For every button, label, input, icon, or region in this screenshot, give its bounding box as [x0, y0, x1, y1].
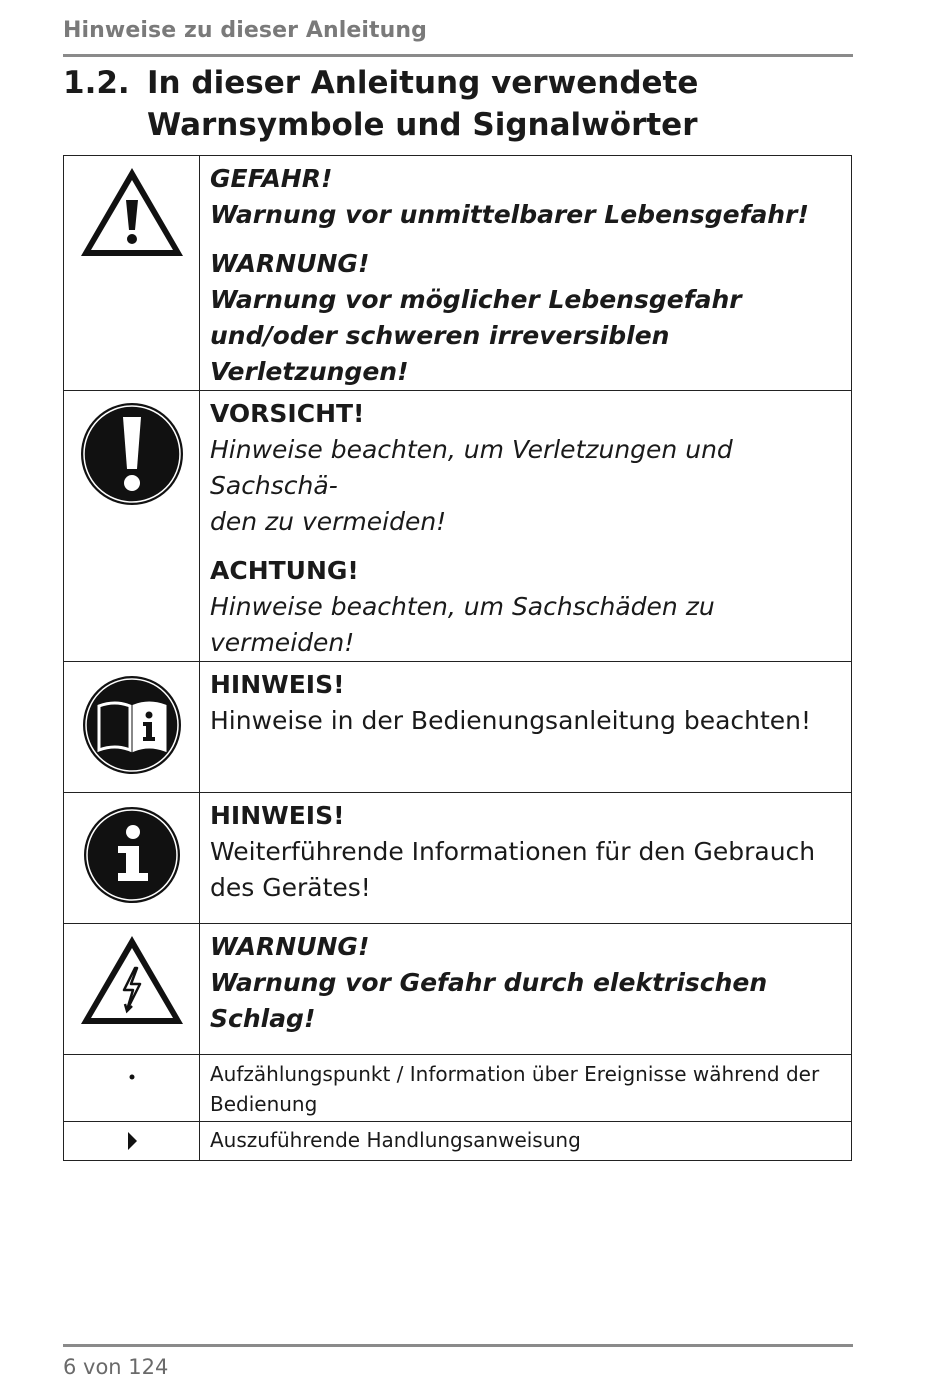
- signal-word: VORSICHT!: [210, 399, 365, 428]
- action-arrow-icon: [122, 1129, 142, 1153]
- exclamation-circle-icon: [79, 401, 185, 507]
- text-cell: [200, 924, 852, 1055]
- signal-description: Hinweise in der Bedienungsanleitung beachten!: [210, 706, 812, 735]
- signal-word: WARNUNG!: [210, 932, 370, 961]
- info-circle-icon: [82, 805, 182, 905]
- signal-description: Hinweise beachten, um Sachschäden zu vermeiden!: [210, 592, 715, 657]
- electric-shock-triangle-icon: [77, 932, 187, 1028]
- warning-triangle-exclamation-icon: [77, 164, 187, 260]
- signal-description-line: den zu vermeiden!: [210, 507, 447, 536]
- icon-cell: [64, 662, 200, 793]
- icon-cell: [64, 793, 200, 924]
- page-number: 6 von 124: [63, 1355, 169, 1379]
- table-row: [64, 793, 852, 924]
- text-cell: [200, 391, 852, 662]
- warning-symbols-table: [63, 155, 852, 1161]
- signal-word: WARNUNG!: [210, 249, 370, 278]
- signal-word: GEFAHR!: [210, 164, 333, 193]
- table-row: [64, 924, 852, 1055]
- footer-divider: [63, 1344, 853, 1347]
- signal-word: HINWEIS!: [210, 801, 345, 830]
- icon-cell: [64, 1055, 200, 1122]
- signal-description: Warnung vor unmittelbarer Lebensgefahr!: [210, 200, 809, 229]
- signal-description: Warnung vor möglicher Lebensgefahr und/oder schweren irreversiblen Verletzungen!: [210, 285, 742, 386]
- signal-description: Warnung vor Gefahr durch elektrischen Schlag!: [210, 968, 768, 1033]
- icon-cell: [64, 391, 200, 662]
- text-cell: [200, 156, 852, 391]
- text-cell: [200, 1055, 852, 1122]
- text-cell: [200, 1122, 852, 1161]
- table-row: [64, 1122, 852, 1161]
- running-header: Hinweise zu dieser Anleitung: [63, 18, 428, 43]
- section-number: 1.2.: [63, 65, 130, 101]
- bullet-point-icon: [122, 1067, 142, 1087]
- action-description: Auszuführende Handlungsanweisung: [210, 1128, 581, 1152]
- icon-cell: [64, 156, 200, 391]
- header-divider: [63, 54, 853, 57]
- table-row: [64, 156, 852, 391]
- section-heading: [63, 62, 853, 146]
- section-title: In dieser Anleitung verwendete Warnsymbole und Signalwörter: [147, 65, 699, 143]
- signal-description-line: Weiterführende Informationen für den Gebrauch: [210, 837, 816, 866]
- manual-book-info-icon: [81, 674, 183, 776]
- table-row: [64, 1055, 852, 1122]
- signal-description-line: Hinweise beachten, um Verletzungen und Sachschä-: [210, 435, 733, 500]
- signal-description-line: des Gerätes!: [210, 873, 371, 902]
- text-cell: [200, 662, 852, 793]
- signal-word: ACHTUNG!: [210, 556, 359, 585]
- bullet-description: Aufzählungspunkt / Information über Ereignisse während der Bedienung: [210, 1062, 820, 1116]
- signal-word: HINWEIS!: [210, 670, 345, 699]
- text-cell: [200, 793, 852, 924]
- icon-cell: [64, 1122, 200, 1161]
- icon-cell: [64, 924, 200, 1055]
- table-row: [64, 391, 852, 662]
- table-row: [64, 662, 852, 793]
